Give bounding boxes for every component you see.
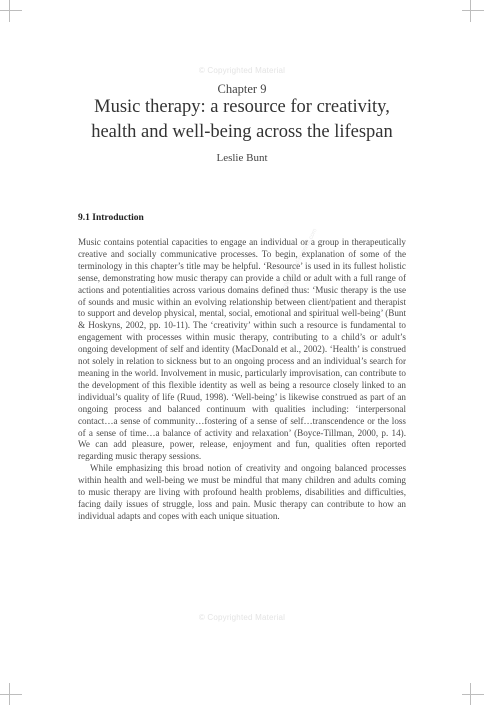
chapter-title	[40, 95, 444, 145]
watermark-diagonal: www.copyrighted-material.com	[275, 227, 319, 303]
crop-mark-top-left-h	[0, 10, 22, 11]
watermark-bottom: © Copyrighted Material	[198, 613, 286, 622]
chapter-title-line-2: health and well-being across the lifespan	[91, 122, 393, 142]
chapter-label: Chapter 9	[217, 82, 267, 96]
paragraph-2: While emphasizing this broad notion of creativity and ongoing balanced processes within health and well-being we must be mindful that many children and adults coming to music therapy are living with profound health problems, disabilities and difficulties, facing daily issues of struggle, loss and pain. Music therapy can contribute to how an individual adapts and copes with each unique situation.	[78, 463, 406, 521]
crop-mark-top-left-v	[9, 0, 10, 22]
crop-mark-bottom-left-h	[0, 694, 22, 695]
watermark-top: © Copyrighted Material	[198, 66, 286, 75]
body-text	[78, 237, 406, 523]
chapter-title-line-1: Music therapy: a resource for creativity,	[94, 97, 390, 117]
crop-mark-top-right-v	[470, 0, 471, 22]
crop-mark-bottom-right-h	[462, 694, 484, 695]
author-name: Leslie Bunt	[216, 152, 268, 164]
paragraph-1: Music contains potential capacities to engage an individual or a group in therapeutically creative and socially communicative processes. To begin, explanation of some of the terminology in this chapter’s title may be helpful. ‘Resource’ is used in its fullest holistic sense, demonstrating how music therapy can provide a child or adult with a full range of actions and potentialities across various domains defined thus: ‘Music therapy is the use of sounds and music within an evolving relationship between client/patient and therapist to support and develop physical, mental, social, emotional and spiritual well-being’ (Bunt & Hoskyns, 2002, pp. 10-11). The ‘creativity’ within such a resource is fundamental to engagement with processes within music therapy, contributing to a child’s or adult’s ongoing development of self and identity (MacDonald et al., 2002). ‘Health’ is construed not solely in relation to sickness but to an ongoing process and an individual’s search for meaning in the world. Involvement in music, particularly improvisation, can contribute to the development of this flexible identity as well as being a resource closely linked to an individual’s quality of life (Ruud, 1998). ‘Well-being’ is likewise construed as part of an ongoing process and balanced continuum with qualities including: ‘interpersonal contact…a sense of community…fostering of a sense of self…transcendence or the loss of a sense of time…a balance of activity and relaxation’ (Boyce-Tillman, 2000, p. 14). We can add pleasure, power, release, enjoyment and fun, qualities often reported regarding music therapy sessions.	[78, 237, 406, 462]
section-heading: 9.1 Introduction	[78, 213, 144, 223]
crop-mark-top-right-h	[462, 10, 484, 11]
